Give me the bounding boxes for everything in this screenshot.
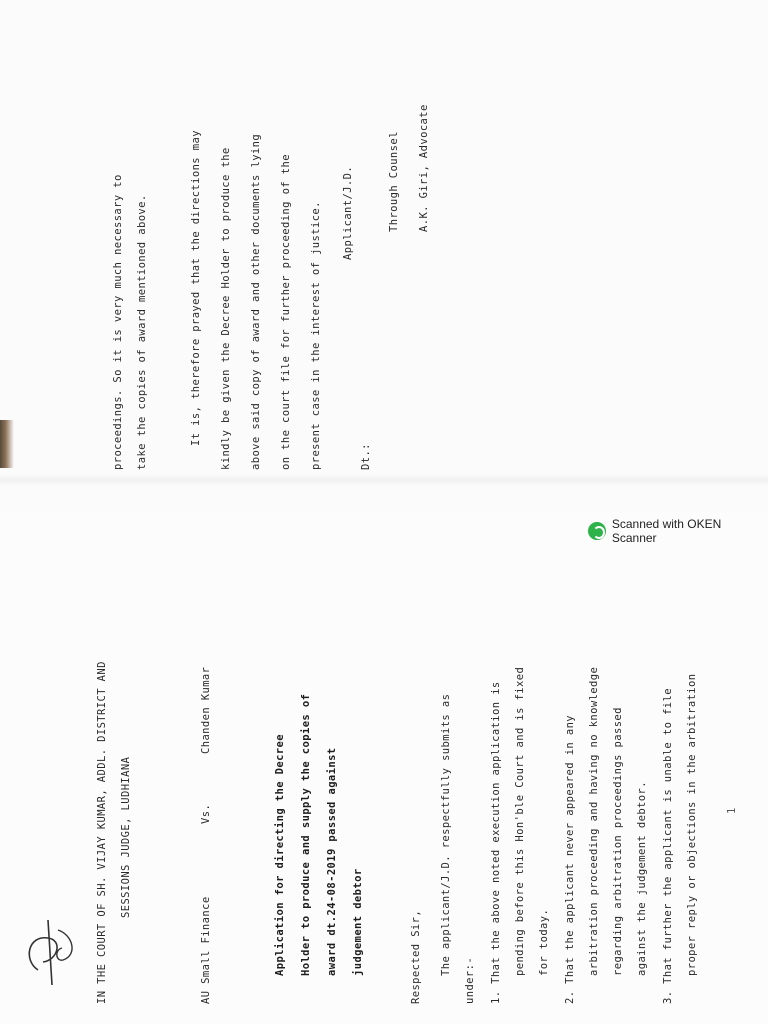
page-top-text <box>96 70 436 470</box>
date-label: Dt.: <box>360 443 372 470</box>
paper-edge-mark <box>0 420 14 468</box>
point-line: against the judgement debtor. <box>636 781 648 976</box>
point-line: 3. That further the applicant is unable to file <box>662 688 674 1004</box>
intro-line: The applicant/J.D. respectfully submits as <box>440 693 452 976</box>
oken-scanner-logo-icon <box>588 522 606 540</box>
page-number: 1 <box>726 807 738 814</box>
party-right: Chanden Kumar <box>200 666 212 754</box>
point-line: arbitration proceeding and having no knowledge <box>588 666 600 976</box>
point-line: pending before this Hon'ble Court and is fixed <box>514 666 526 976</box>
party-left: AU Small Finance <box>200 896 212 1004</box>
body-line: proceedings. So it is very much necessary to <box>112 174 124 470</box>
scanner-watermark <box>588 517 768 545</box>
subject-line: Holder to produce and supply the copies of <box>300 693 312 976</box>
body-line: It is, therefore prayed that the directions may <box>190 130 202 446</box>
body-line: take the copies of award mentioned above. <box>136 194 148 470</box>
court-heading: SESSIONS JUDGE, LUDHIANA <box>120 756 132 918</box>
applicant-sign-label: Applicant/J.D. <box>342 165 354 260</box>
through-counsel-label: Through Counsel <box>388 131 400 232</box>
page-bottom-text <box>80 604 760 1004</box>
subject-line: Application for directing the Decree <box>274 734 286 976</box>
point-line: proper reply or objections in the arbitration <box>686 673 698 976</box>
advocate-name: A.K. Giri, Advocate <box>418 104 430 232</box>
salutation: Respected Sir, <box>410 909 422 1004</box>
court-heading: IN THE COURT OF SH. VIJAY KUMAR, ADDL. DISTRICT AND <box>96 661 108 1004</box>
body-line: on the court file for further proceeding of the <box>280 154 292 470</box>
page-fold-shadow <box>0 474 768 486</box>
body-line: present case in the interest of justice. <box>310 201 322 470</box>
body-line: kindly be given the Decree Holder to produce the <box>220 147 232 470</box>
subject-line: award dt.24-08-2019 passed against <box>326 747 338 976</box>
point-line: 2. That the applicant never appeared in any <box>564 714 576 1004</box>
scanner-watermark-label: Scanned with OKEN Scanner <box>611 517 722 545</box>
intro-line: under:- <box>464 956 476 1004</box>
party-vs: Vs. <box>200 803 212 824</box>
point-line: 1. That the above noted execution application is <box>490 681 502 1004</box>
handwritten-mark <box>18 900 88 990</box>
point-line: regarding arbitration proceedings passed <box>612 707 624 976</box>
point-line: for today. <box>538 908 550 976</box>
body-line: above said copy of award and other documents lying <box>250 133 262 470</box>
subject-line: judgement debtor <box>352 868 364 976</box>
